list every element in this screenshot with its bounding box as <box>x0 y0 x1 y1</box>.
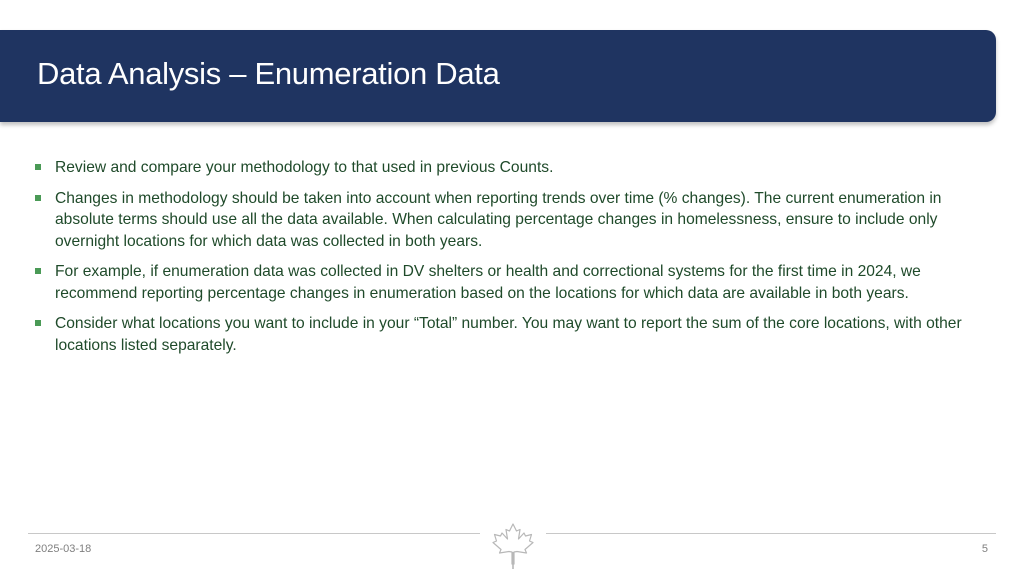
bullet-text: Consider what locations you want to include in your “Total” number. You may want to report the sum of the core locations, with other locations listed separately. <box>55 315 962 354</box>
bullet-square-icon <box>35 164 41 170</box>
slide-title: Data Analysis – Enumeration Data <box>37 56 500 91</box>
footer-date: 2025-03-18 <box>35 543 92 555</box>
bullet-text: For example, if enumeration data was collected in DV shelters or health and correctional systems for the first time in 2024, we recommend reporting percentage changes in enumeration based on the locations for which data are available in both years. <box>55 263 921 302</box>
bullet-item <box>33 313 993 356</box>
bullet-text: Changes in methodology should be taken into account when reporting trends over time (% changes). The current enumeration in absolute terms should use all the data available. When calculating percentage changes in homelessness, ensure to include only overnight locations for which data was collected in both years. <box>55 189 942 250</box>
bullet-square-icon <box>35 320 41 326</box>
bullet-text: Review and compare your methodology to that used in previous Counts. <box>55 159 554 176</box>
bullet-item <box>33 157 993 179</box>
bullet-list <box>33 157 993 365</box>
maple-leaf-icon <box>486 520 540 572</box>
bullet-item <box>33 188 993 253</box>
footer-divider-right <box>546 533 996 534</box>
footer-divider-left <box>28 533 480 534</box>
bullet-square-icon <box>35 195 41 201</box>
bullet-square-icon <box>35 268 41 274</box>
page-number: 5 <box>981 543 988 555</box>
bullet-item <box>33 261 993 304</box>
